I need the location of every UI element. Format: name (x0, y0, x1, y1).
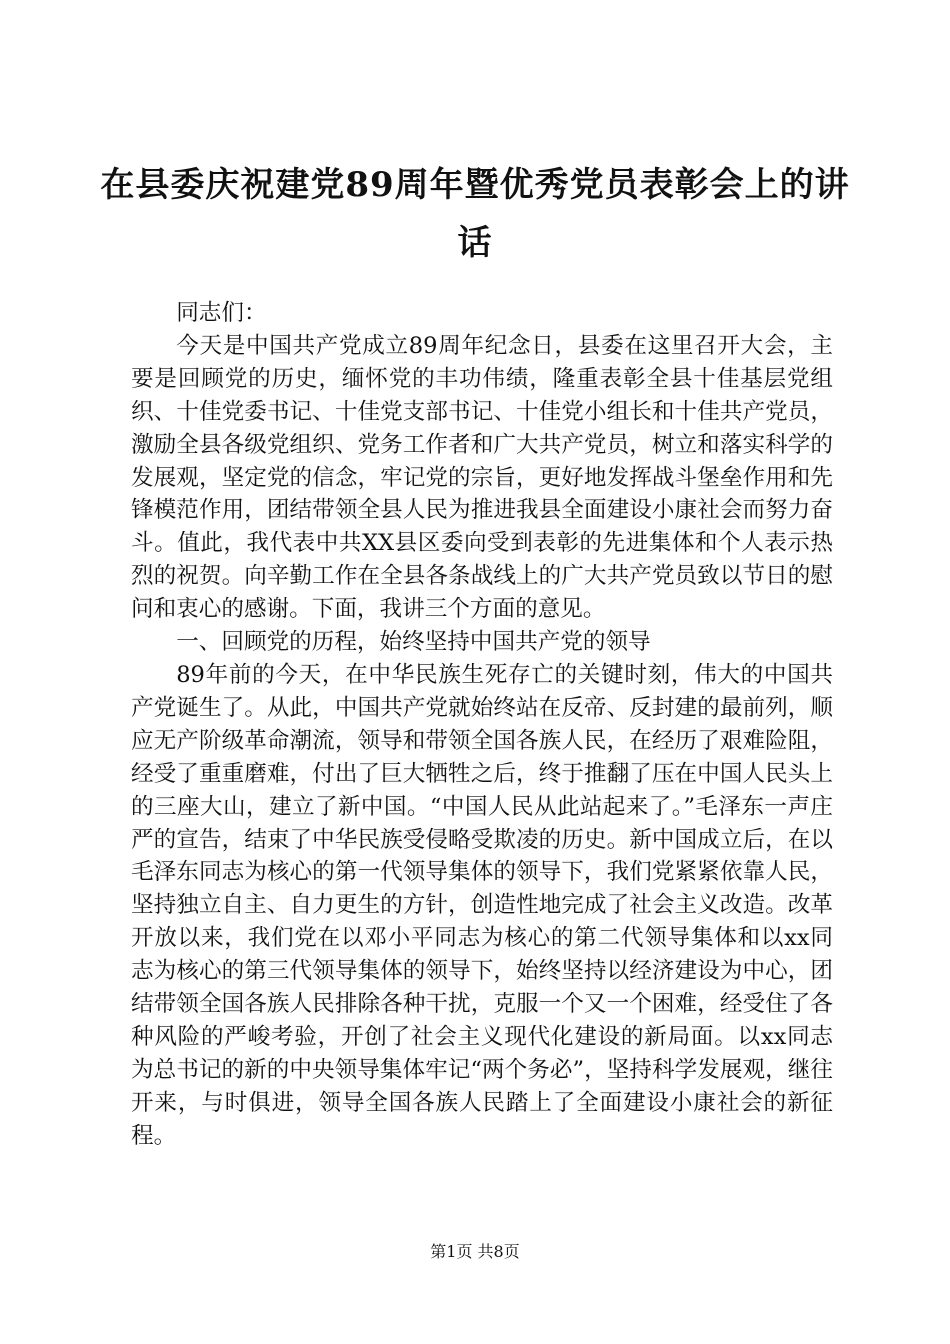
page-number-footer: 第1页 共8页 (430, 1242, 520, 1261)
section-heading-1: 一、回顾党的历程，始终坚持中国共产党的领导 (176, 629, 651, 656)
paragraph-intro: 今天是中国共产党成立89周年纪念日，县委在这里召开大会，主要是回顾党的历史，缅怀党的丰功伟绩，隆重表彰全县十佳基层党组织、十佳党委书记、十佳党支部书记、十佳党小组长和十佳共产党员，激励全县各级党组织、党务工作者和广大共产党员，树立和落实科学的发展观，坚定党的信念，牢记党的宗旨，更好地发挥战斗堡垒作用和先锋模范作用，团结带领全县人民为推进我县全面建设小康社会而努力奋斗。值此，我代表中共XX县区委向受到表彰的先进集体和个人表示热烈的祝贺。向辛勤工作在全县各条战线上的广大共产党员致以节日的慰问和衷心的感谢。下面，我讲三个方面的意见。 (131, 332, 833, 623)
document-title: 在县委庆祝建党89周年暨优秀党员表彰会上的讲话 (100, 165, 850, 263)
salutation: 同志们： (176, 300, 267, 326)
paragraph-history: 89年前的今天，在中华民族生死存亡的关键时刻，伟大的中国共产党诞生了。从此，中国共产党就始终站在反帝、反封建的最前列，顺应无产阶级革命潮流，领导和带领全国各族人民，在经历了艰难险阻，经受了重重磨难，付出了巨大牺牲之后，终于推翻了压在中国人民头上的三座大山，建立了新中国。“中国人民从此站起来了。”毛泽东一声庄严的宣告，结束了中华民族受侵略受欺凌的历史。新中国成立后，在以毛泽东同志为核心的第一代领导集体的领导下，我们党紧紧依靠人民，坚持独立自主、自力更生的方针，创造性地完成了社会主义改造。改革开放以来，我们党在以邓小平同志为核心的第二代领导集体和以xx同志为核心的第三代领导集体的领导下，始终坚持以经济建设为中心，团结带领全国各族人民排除各种干扰，克服一个又一个困难，经受住了各种风险的严峻考验，开创了社会主义现代化建设的新局面。以xx同志为总书记的新的中央领导集体牢记“两个务必”，坚持科学发展观，继往开来，与时俱进，领导全国各族人民踏上了全面建设小康社会的新征程。 (131, 661, 833, 1149)
document-body (131, 297, 833, 1153)
